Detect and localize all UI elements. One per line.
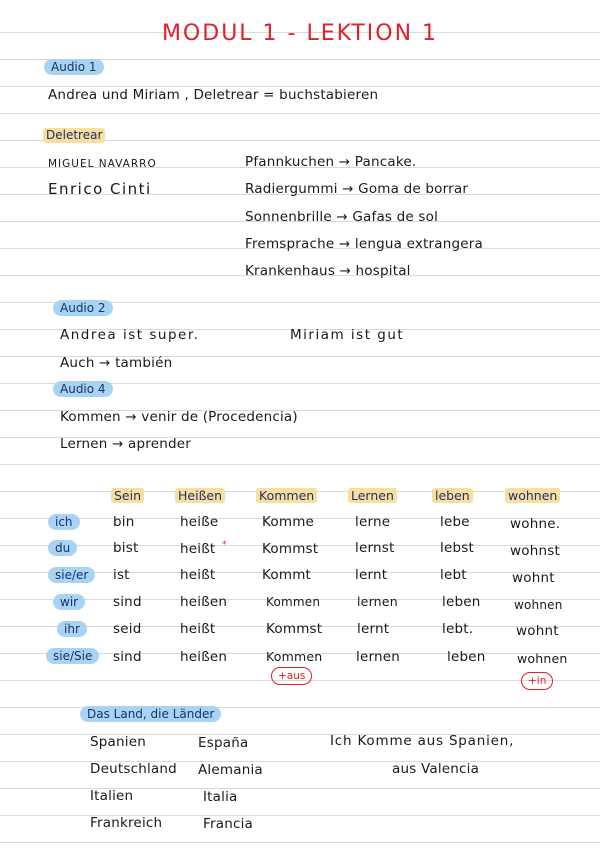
- verb-header: wohnen: [505, 488, 560, 503]
- conj-cell: heißen: [180, 649, 228, 665]
- conj-cell: Kommen: [266, 649, 323, 664]
- pronoun-label: du: [48, 540, 77, 556]
- conj-cell: Kommt: [262, 567, 312, 583]
- verb-header: Sein: [111, 488, 144, 503]
- name-navarro: MIGUEL NAVARRO: [48, 158, 157, 170]
- country-sentence-2: aus Valencia: [392, 761, 480, 777]
- name-enrico: Enrico Cinti: [48, 180, 152, 198]
- vocab-item: Sonnenbrille → Gafas de sol: [245, 209, 439, 225]
- conj-cell: bist: [113, 540, 139, 556]
- audio2-auch: Auch → también: [60, 355, 173, 371]
- conj-cell: wohne.: [510, 516, 561, 532]
- pronoun-label: sie/er: [48, 567, 95, 583]
- pronoun-label: ihr: [57, 621, 87, 637]
- conj-cell: heißt: [180, 621, 216, 637]
- conj-cell: wohnen: [514, 598, 563, 612]
- audio2-line-b: Miriam ist gut: [290, 327, 405, 343]
- audio4-kommen: Kommen → venir de (Procedencia): [60, 409, 298, 425]
- deletrear-label: Deletrear: [43, 128, 105, 143]
- pronoun-label: wir: [53, 594, 85, 610]
- country-de: Deutschland: [90, 761, 177, 777]
- pronoun-label: ich: [48, 514, 80, 530]
- audio1-line: Andrea und Miriam , Deletrear = buchstabieren: [48, 87, 379, 103]
- conj-cell: heißen: [180, 594, 228, 610]
- conj-cell: lernen: [357, 594, 398, 609]
- country-de: Frankreich: [90, 815, 163, 831]
- verb-header: Heißen: [175, 488, 225, 503]
- vocab-item: Pfannkuchen → Pancake.: [245, 154, 417, 170]
- pronoun-label: sie/Sie: [46, 648, 99, 664]
- red-asterisk: *: [222, 540, 227, 550]
- audio2-label: Audio 2: [53, 300, 113, 316]
- conj-cell: lebt: [440, 567, 467, 583]
- audio4-lernen: Lernen → aprender: [60, 436, 191, 452]
- page-title: MODUL 1 - LEKTION 1: [161, 21, 439, 46]
- country-de: Italien: [90, 788, 134, 804]
- conj-cell: lebt.: [442, 621, 474, 637]
- conj-cell: wohnst: [510, 543, 560, 559]
- country-es: Italia: [203, 789, 238, 805]
- country-es: Alemania: [198, 762, 263, 778]
- conj-cell: ist: [113, 567, 130, 583]
- note-aus-circle: +aus: [271, 667, 312, 685]
- conj-cell: seid: [113, 621, 142, 637]
- vocab-item: Krankenhaus → hospital: [245, 263, 411, 279]
- country-es: España: [198, 735, 249, 751]
- country-es: Francia: [203, 816, 254, 832]
- audio4-label: Audio 4: [53, 381, 113, 397]
- audio2-line-a: Andrea ist super.: [60, 327, 200, 343]
- conj-cell: lerne: [355, 514, 391, 530]
- conj-cell: leben: [442, 594, 481, 610]
- conj-cell: sind: [113, 594, 142, 610]
- conj-cell: heißt: [180, 567, 216, 583]
- conj-cell: lernt: [357, 621, 390, 637]
- conj-cell: heiße: [180, 514, 219, 530]
- conj-cell: bin: [113, 514, 135, 530]
- conj-cell: Kommst: [266, 621, 323, 637]
- conj-cell: lebst: [440, 540, 474, 556]
- verb-header: Kommen: [256, 488, 317, 503]
- conj-cell: wohnt: [512, 570, 555, 586]
- conj-cell: wohnen: [517, 651, 568, 666]
- country-de: Spanien: [90, 734, 146, 750]
- verb-header: leben: [432, 488, 473, 503]
- conj-cell: heißt: [180, 541, 216, 557]
- conj-cell: lernen: [356, 649, 400, 665]
- verb-header: Lernen: [348, 488, 397, 503]
- conj-cell: sind: [113, 649, 142, 665]
- conj-cell: Komme: [262, 514, 315, 530]
- conj-cell: lernt: [355, 567, 388, 583]
- conj-cell: leben: [447, 649, 486, 665]
- conj-cell: Kommen: [266, 595, 321, 609]
- audio1-label: Audio 1: [44, 59, 104, 75]
- vocab-item: Radiergummi → Goma de borrar: [245, 181, 469, 197]
- conj-cell: wohnt: [516, 623, 559, 639]
- countries-label: Das Land, die Länder: [80, 706, 221, 722]
- vocab-item: Fremsprache → lengua extrangera: [245, 236, 484, 252]
- country-sentence-1: Ich Komme aus Spanien,: [330, 733, 515, 749]
- conj-cell: Kommst: [262, 541, 319, 557]
- conj-cell: lebe: [440, 514, 470, 530]
- conj-cell: lernst: [355, 540, 395, 556]
- note-in-circle: +in: [521, 672, 553, 690]
